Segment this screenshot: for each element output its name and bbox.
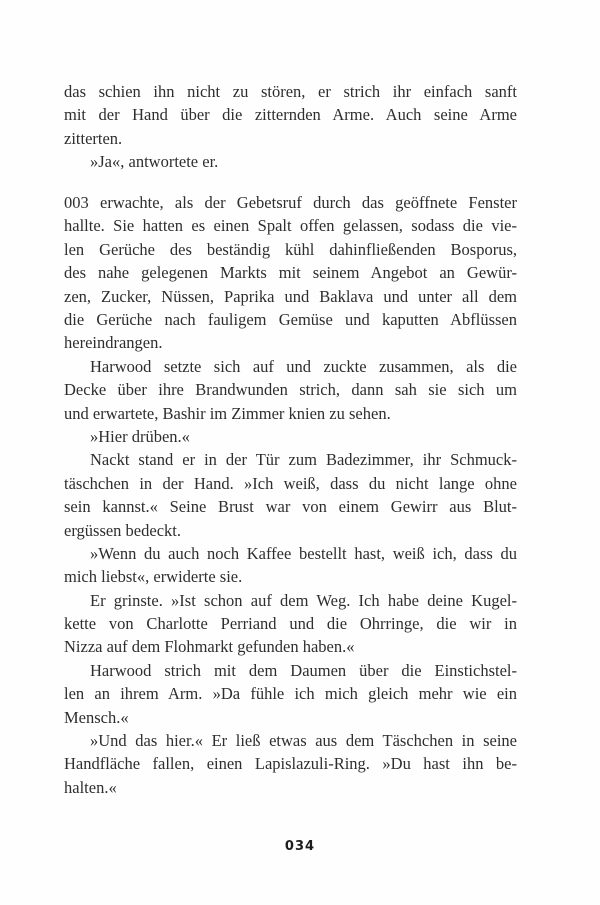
text-line: Er grinste. »Ist schon auf dem Weg. Ich habe deine Kugel- bbox=[90, 590, 517, 610]
paragraph bbox=[64, 150, 517, 173]
text-line: len an ihrem Arm. »Da fühle ich mich gleich mehr wie ein bbox=[64, 684, 517, 704]
paragraph bbox=[64, 80, 517, 150]
text-line: Harwood strich mit dem Daumen über die Einstichstel- bbox=[90, 660, 517, 680]
text-line: halten.« bbox=[64, 777, 117, 797]
text-line: des nahe gelegenen Markts mit seinem Angebot an Gewür- bbox=[64, 263, 517, 283]
paragraph bbox=[64, 542, 517, 589]
text-line: »Und das hier.« Er ließ etwas aus dem Täschchen in seine bbox=[90, 731, 517, 751]
text-line: mich liebst«, erwiderte sie. bbox=[64, 567, 243, 587]
text-line: die Gerüche nach fauligem Gemüse und kaputten Abflüssen bbox=[64, 310, 517, 330]
text-line: »Wenn du auch noch Kaffee bestellt hast, weiß ich, dass du bbox=[90, 543, 517, 563]
text-line: Harwood setzte sich auf und zuckte zusammen, als die bbox=[90, 356, 517, 376]
paragraph bbox=[64, 729, 517, 799]
page-number: 034 bbox=[284, 839, 316, 854]
text-line: Decke über ihre Brandwunden strich, dann sah sie sich um bbox=[64, 380, 517, 400]
paragraph bbox=[64, 355, 517, 425]
text-line: »Ja«, antwortete er. bbox=[90, 152, 219, 172]
paragraph bbox=[64, 659, 517, 729]
text-line: zitterten. bbox=[64, 128, 123, 148]
text-line: das schien ihn nicht zu stören, er strich ihr einfach sanft bbox=[64, 82, 517, 101]
text-line: mit der Hand über die zitternden Arme. Auch seine Arme bbox=[64, 105, 517, 125]
text-line: Nackt stand er in der Tür zum Badezimmer, ihr Schmuck- bbox=[90, 450, 517, 470]
text-line: hallte. Sie hatten es einen Spalt offen gelassen, sodass die vie- bbox=[64, 216, 517, 236]
text-line: kette von Charlotte Perriand und die Ohrringe, die wir in bbox=[64, 614, 517, 634]
text-line: 003 erwachte, als der Gebetsruf durch das geöffnete Fenster bbox=[64, 193, 517, 213]
paragraph bbox=[64, 448, 517, 542]
text-block bbox=[64, 80, 517, 799]
text-line: zen, Zucker, Nüssen, Paprika und Baklava und unter all dem bbox=[64, 286, 517, 306]
text-line: ergüssen bedeckt. bbox=[64, 520, 181, 540]
text-line: len Gerüche des beständig kühl dahinfließenden Bosporus, bbox=[64, 239, 517, 259]
text-line: Mensch.« bbox=[64, 707, 129, 727]
paragraph bbox=[64, 589, 517, 659]
paragraph bbox=[64, 191, 517, 355]
text-line: Nizza auf dem Flohmarkt gefunden haben.« bbox=[64, 637, 355, 657]
paragraph bbox=[64, 425, 517, 448]
text-line: hereindrangen. bbox=[64, 333, 163, 353]
text-line: und erwartete, Bashir im Zimmer knien zu sehen. bbox=[64, 403, 391, 423]
text-line: sein kannst.« Seine Brust war von einem Gewirr aus Blut- bbox=[64, 497, 517, 517]
text-line: »Hier drüben.« bbox=[90, 426, 190, 446]
text-line: täschchen in der Hand. »Ich weiß, dass du nicht lange ohne bbox=[64, 473, 517, 493]
page-footer bbox=[0, 837, 600, 855]
text-line: Handfläche fallen, einen Lapislazuli-Ring. »Du hast ihn be- bbox=[64, 754, 517, 774]
